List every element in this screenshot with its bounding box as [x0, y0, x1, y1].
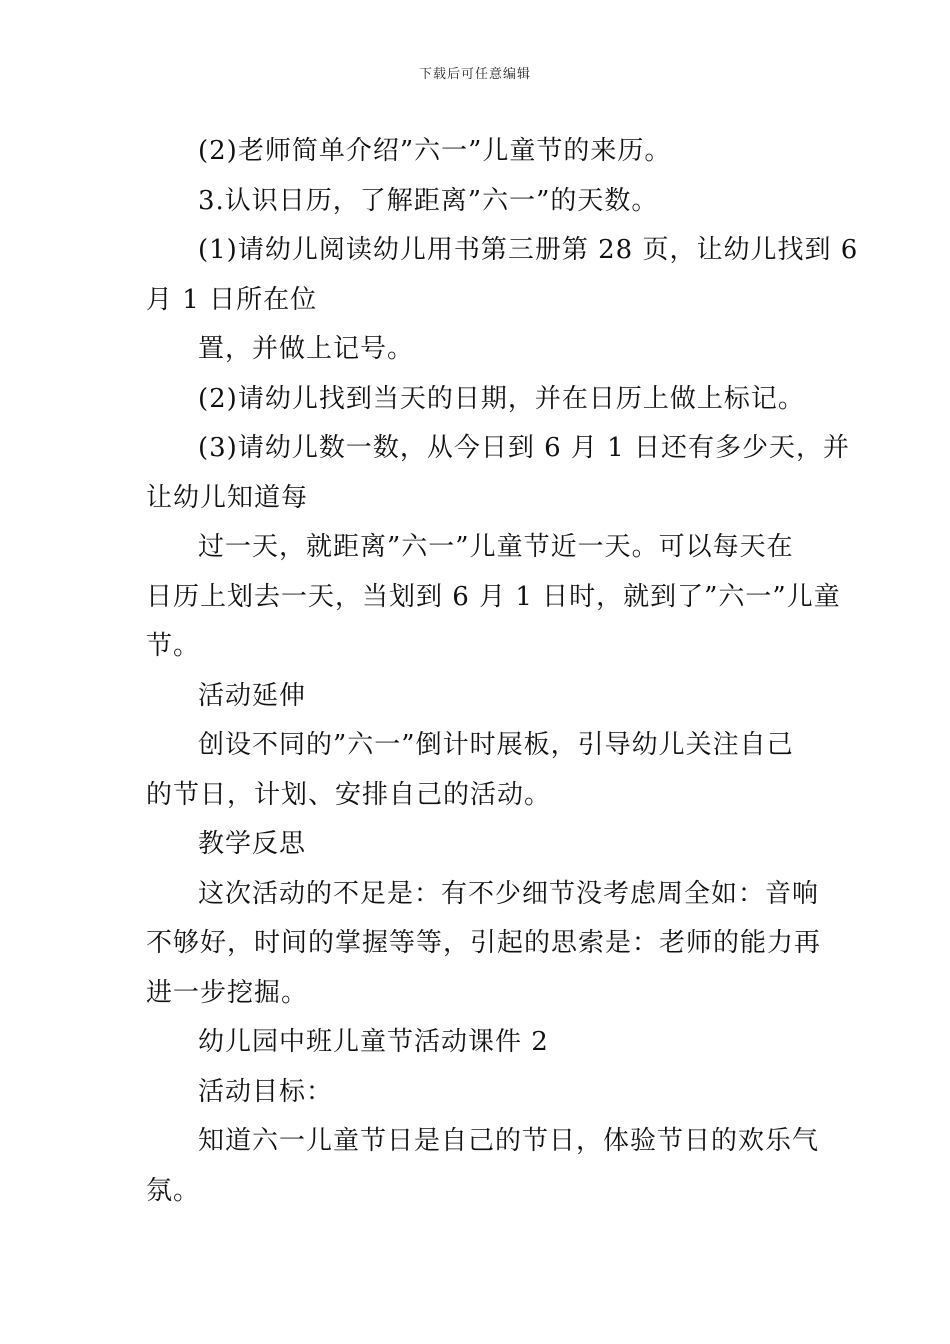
body-line: (2)请幼儿找到当天的日期，并在日历上做上标记。 — [198, 383, 805, 414]
body-line: 创设不同的”六一”倒计时展板，引导幼儿关注自己 — [198, 730, 794, 760]
body-line: 让幼儿知道每 — [146, 482, 309, 513]
body-line: 日历上划去一天，当划到 6 月 1 日时，就到了”六一”儿童 — [146, 581, 841, 612]
body-line: 3.认识日历，了解距离”六一”的天数。 — [198, 185, 659, 216]
body-line: (1)请幼儿阅读幼儿用书第三册第 28 页，让幼儿找到 6 — [198, 235, 859, 265]
section-heading: 活动延伸 — [198, 680, 307, 711]
section-heading: 活动目标： — [198, 1076, 334, 1107]
body-line: 氛。 — [146, 1175, 201, 1206]
section-heading: 幼儿园中班儿童节活动课件 2 — [198, 1027, 549, 1057]
body-line: 这次活动的不足是：有不少细节没考虑周全如：音响 — [198, 878, 820, 909]
document-body — [146, 127, 859, 1216]
section-heading: 教学反思 — [198, 829, 307, 859]
body-line: (2)老师简单介绍”六一”儿童节的来历。 — [198, 136, 672, 166]
body-line: 不够好，时间的掌握等等，引起的思索是：老师的能力再 — [146, 928, 822, 958]
body-line: (3)请幼儿数一数，从今日到 6 月 1 日还有多少天，并 — [198, 433, 850, 463]
page-header: 下载后可任意编辑 — [418, 67, 531, 82]
body-line: 过一天，就距离”六一”儿童节近一天。可以每天在 — [198, 532, 794, 562]
body-line: 月 1 日所在位 — [146, 284, 318, 315]
body-line: 知道六一儿童节日是自己的节日，体验节日的欢乐气 — [198, 1126, 820, 1156]
body-line: 节。 — [146, 631, 201, 661]
body-line: 置，并做上记号。 — [198, 334, 415, 364]
body-line: 的节日，计划、安排自己的活动。 — [146, 779, 552, 810]
body-line: 进一步挖掘。 — [146, 977, 309, 1008]
